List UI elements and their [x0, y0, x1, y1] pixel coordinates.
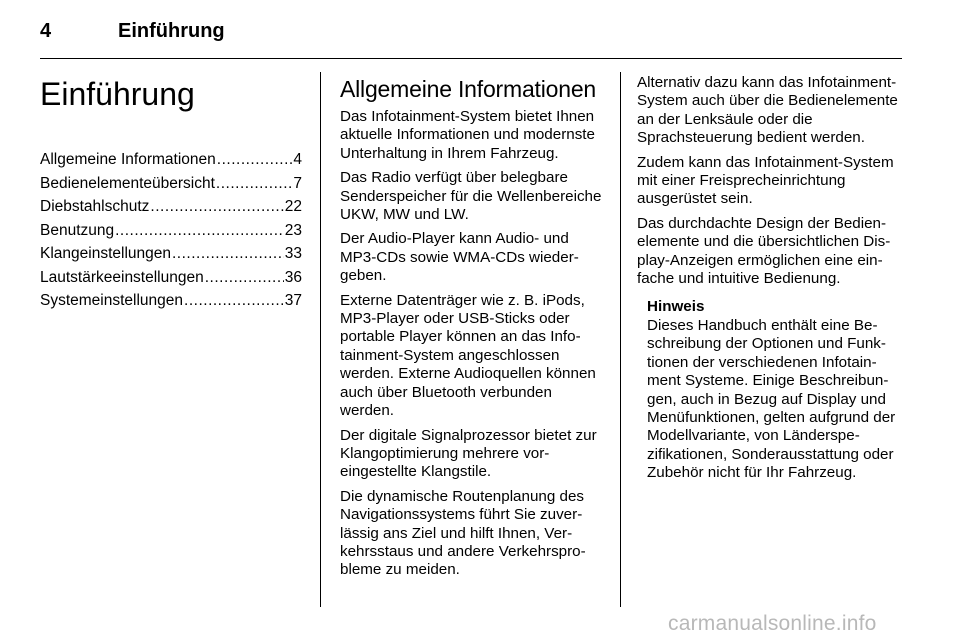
toc-leader [205, 266, 284, 290]
toc-item-title: Lautstärkeeinstellungen [40, 268, 204, 286]
page-number: 4 [40, 20, 52, 42]
toc-item-page: 36 [284, 268, 302, 286]
toc-item-klangeinstellungen[interactable] [40, 242, 302, 266]
toc-leader [115, 219, 284, 243]
toc-item-page: 7 [293, 174, 302, 192]
toc-column [40, 74, 302, 313]
toc-item-diebstahlschutz[interactable] [40, 195, 302, 219]
toc-item-title: Klangeinstellungen [40, 245, 171, 262]
toc-item-title: Bedienelementeübersicht [40, 174, 215, 192]
body-paragraph: Externe Datenträger wie z. B. iPods, MP3-Player oder USB-Sticks oder portable Player können an das Infotainment-System angeschlossen werden. Externe Audioquellen können auch über Bluetooth verbunden werden. [340, 291, 596, 420]
column-divider-1 [320, 72, 321, 607]
chapter-title: Einführung [40, 76, 195, 112]
toc-leader [150, 195, 283, 219]
note-box [647, 298, 903, 482]
body-column-2 [637, 74, 903, 483]
toc-item-benutzung[interactable] [40, 219, 302, 243]
body-paragraph: Zudem kann das Infotainment-System mit einer Freisprecheinrichtung ausgerüstet sein. [637, 153, 894, 208]
toc-leader [217, 148, 293, 172]
toc-item-page: 22 [284, 198, 302, 215]
toc-item-systemeinstellungen[interactable] [40, 289, 302, 313]
toc-item-title: Allgemeine Informationen [40, 151, 216, 168]
toc-item-title: Diebstahlschutz [40, 198, 150, 215]
watermark: carmanualsonline.info [668, 612, 877, 635]
body-paragraph: Das durchdachte Design der Bedienelemente und die übersichtlichen Display-Anzeigen ermöglichen eine einfache und intuitive Bedienung. [637, 214, 891, 288]
body-paragraph: Der digitale Signalprozessor bietet zur Klangoptimierung mehrere voreingestellte Klangstile. [340, 426, 597, 481]
body-paragraph: Das Infotainment-System bietet Ihnen aktuelle Informationen und modernste Unterhaltung in Ihrem Fahrzeug. [340, 108, 595, 162]
toc-item-bedienelementeuebersicht[interactable] [40, 172, 302, 196]
header-rule [40, 58, 902, 59]
body-paragraph: Das Radio verfügt über belegbare Senderspeicher für die Wellenbereiche UKW, MW und LW. [340, 169, 602, 224]
body-paragraph: Alternativ dazu kann das Infotainment-System auch über die Bedienelemente an der Lenksäule oder die Sprachsteuerung bedient werden. [637, 74, 898, 147]
body-paragraph: Der Audio-Player kann Audio- und MP3-CDs sowie WMA-CDs wiedergeben. [340, 230, 579, 285]
toc-item-allgemeine-informationen[interactable] [40, 148, 302, 172]
toc-item-page: 33 [284, 245, 302, 262]
note-text: Dieses Handbuch enthält eine Beschreibung der Optionen und Funktionen der verschiedenen Infotainment Systeme. Einige Beschreibungen, auch in Bezug auf Display und Menüfunktionen, gelten aufgrund der Modellvariante, von Länderspezifikationen, Sonderausstattung oder Zubehör nicht für Ihr Fahrzeug. [647, 316, 896, 482]
body-column-1 [340, 74, 604, 586]
toc-item-page: 23 [284, 221, 302, 239]
column-divider-2 [620, 72, 621, 607]
running-title: Einführung [118, 20, 225, 42]
toc-item-page: 4 [293, 151, 302, 168]
toc-leader [184, 289, 284, 313]
toc-leader [172, 242, 284, 266]
toc-item-lautstaerkeeinstellungen[interactable] [40, 266, 302, 290]
section-title: Allgemeine Informationen [340, 76, 597, 102]
toc-leader [216, 172, 292, 196]
toc-item-title: Systemeinstellungen [40, 292, 184, 309]
toc-item-page: 37 [284, 292, 302, 309]
note-label: Hinweis [647, 298, 705, 316]
toc-item-title: Benutzung [40, 221, 115, 239]
body-paragraph: Die dynamische Routenplanung des Navigationssystems führt Sie zuverlässig ans Ziel und hilft Ihnen, Verkehrsstaus und andere Verkehrsprobleme zu meiden. [340, 487, 586, 579]
table-of-contents [40, 148, 302, 313]
